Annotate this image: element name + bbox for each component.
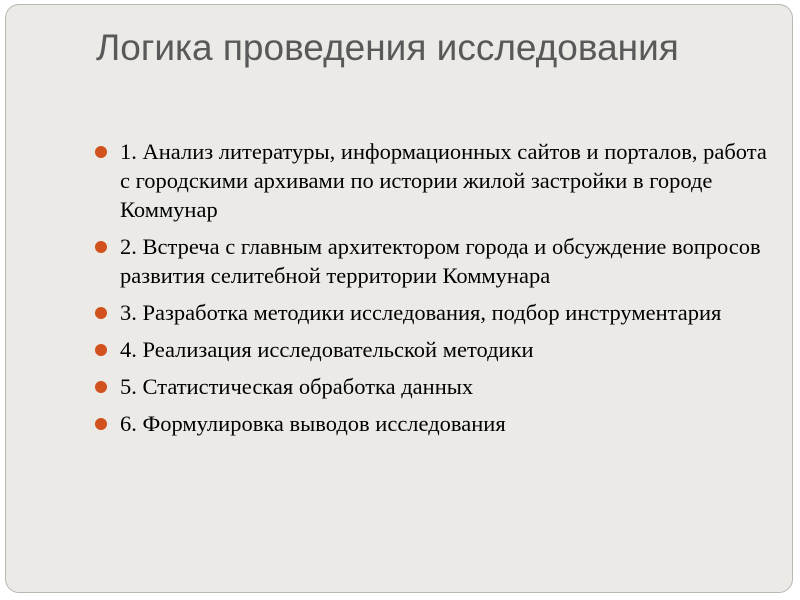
- bullet-circle-icon: [95, 418, 107, 430]
- bullet-circle-icon: [95, 307, 107, 319]
- list-item: [94, 372, 774, 401]
- list-item: [94, 298, 774, 327]
- bullet-circle-icon: [95, 241, 107, 253]
- list-item-text: 4. Реализация исследовательской методики: [120, 337, 534, 362]
- list-item-text: 2. Встреча с главным архитектором города и обсуждение вопросов развития селитебной территории Коммунара: [120, 234, 761, 288]
- list-item: [94, 409, 774, 438]
- bullet-circle-icon: [95, 381, 107, 393]
- bullet-list: [94, 137, 774, 446]
- list-item-text: 1. Анализ литературы, информационных сайтов и порталов, работа с городскими архивами по истории жилой застройки в городе Коммунар: [120, 139, 767, 222]
- slide-title: Логика проведения исследования: [96, 27, 679, 68]
- bullet-circle-icon: [95, 146, 107, 158]
- list-item-text: 5. Статистическая обработка данных: [120, 374, 474, 399]
- list-item-text: 3. Разработка методики исследования, подбор инструментария: [120, 300, 722, 325]
- list-item: [94, 137, 774, 224]
- list-item: [94, 232, 774, 290]
- list-item-text: 6. Формулировка выводов исследования: [120, 411, 506, 436]
- list-item: [94, 335, 774, 364]
- slide-frame: [5, 4, 793, 593]
- bullet-circle-icon: [95, 344, 107, 356]
